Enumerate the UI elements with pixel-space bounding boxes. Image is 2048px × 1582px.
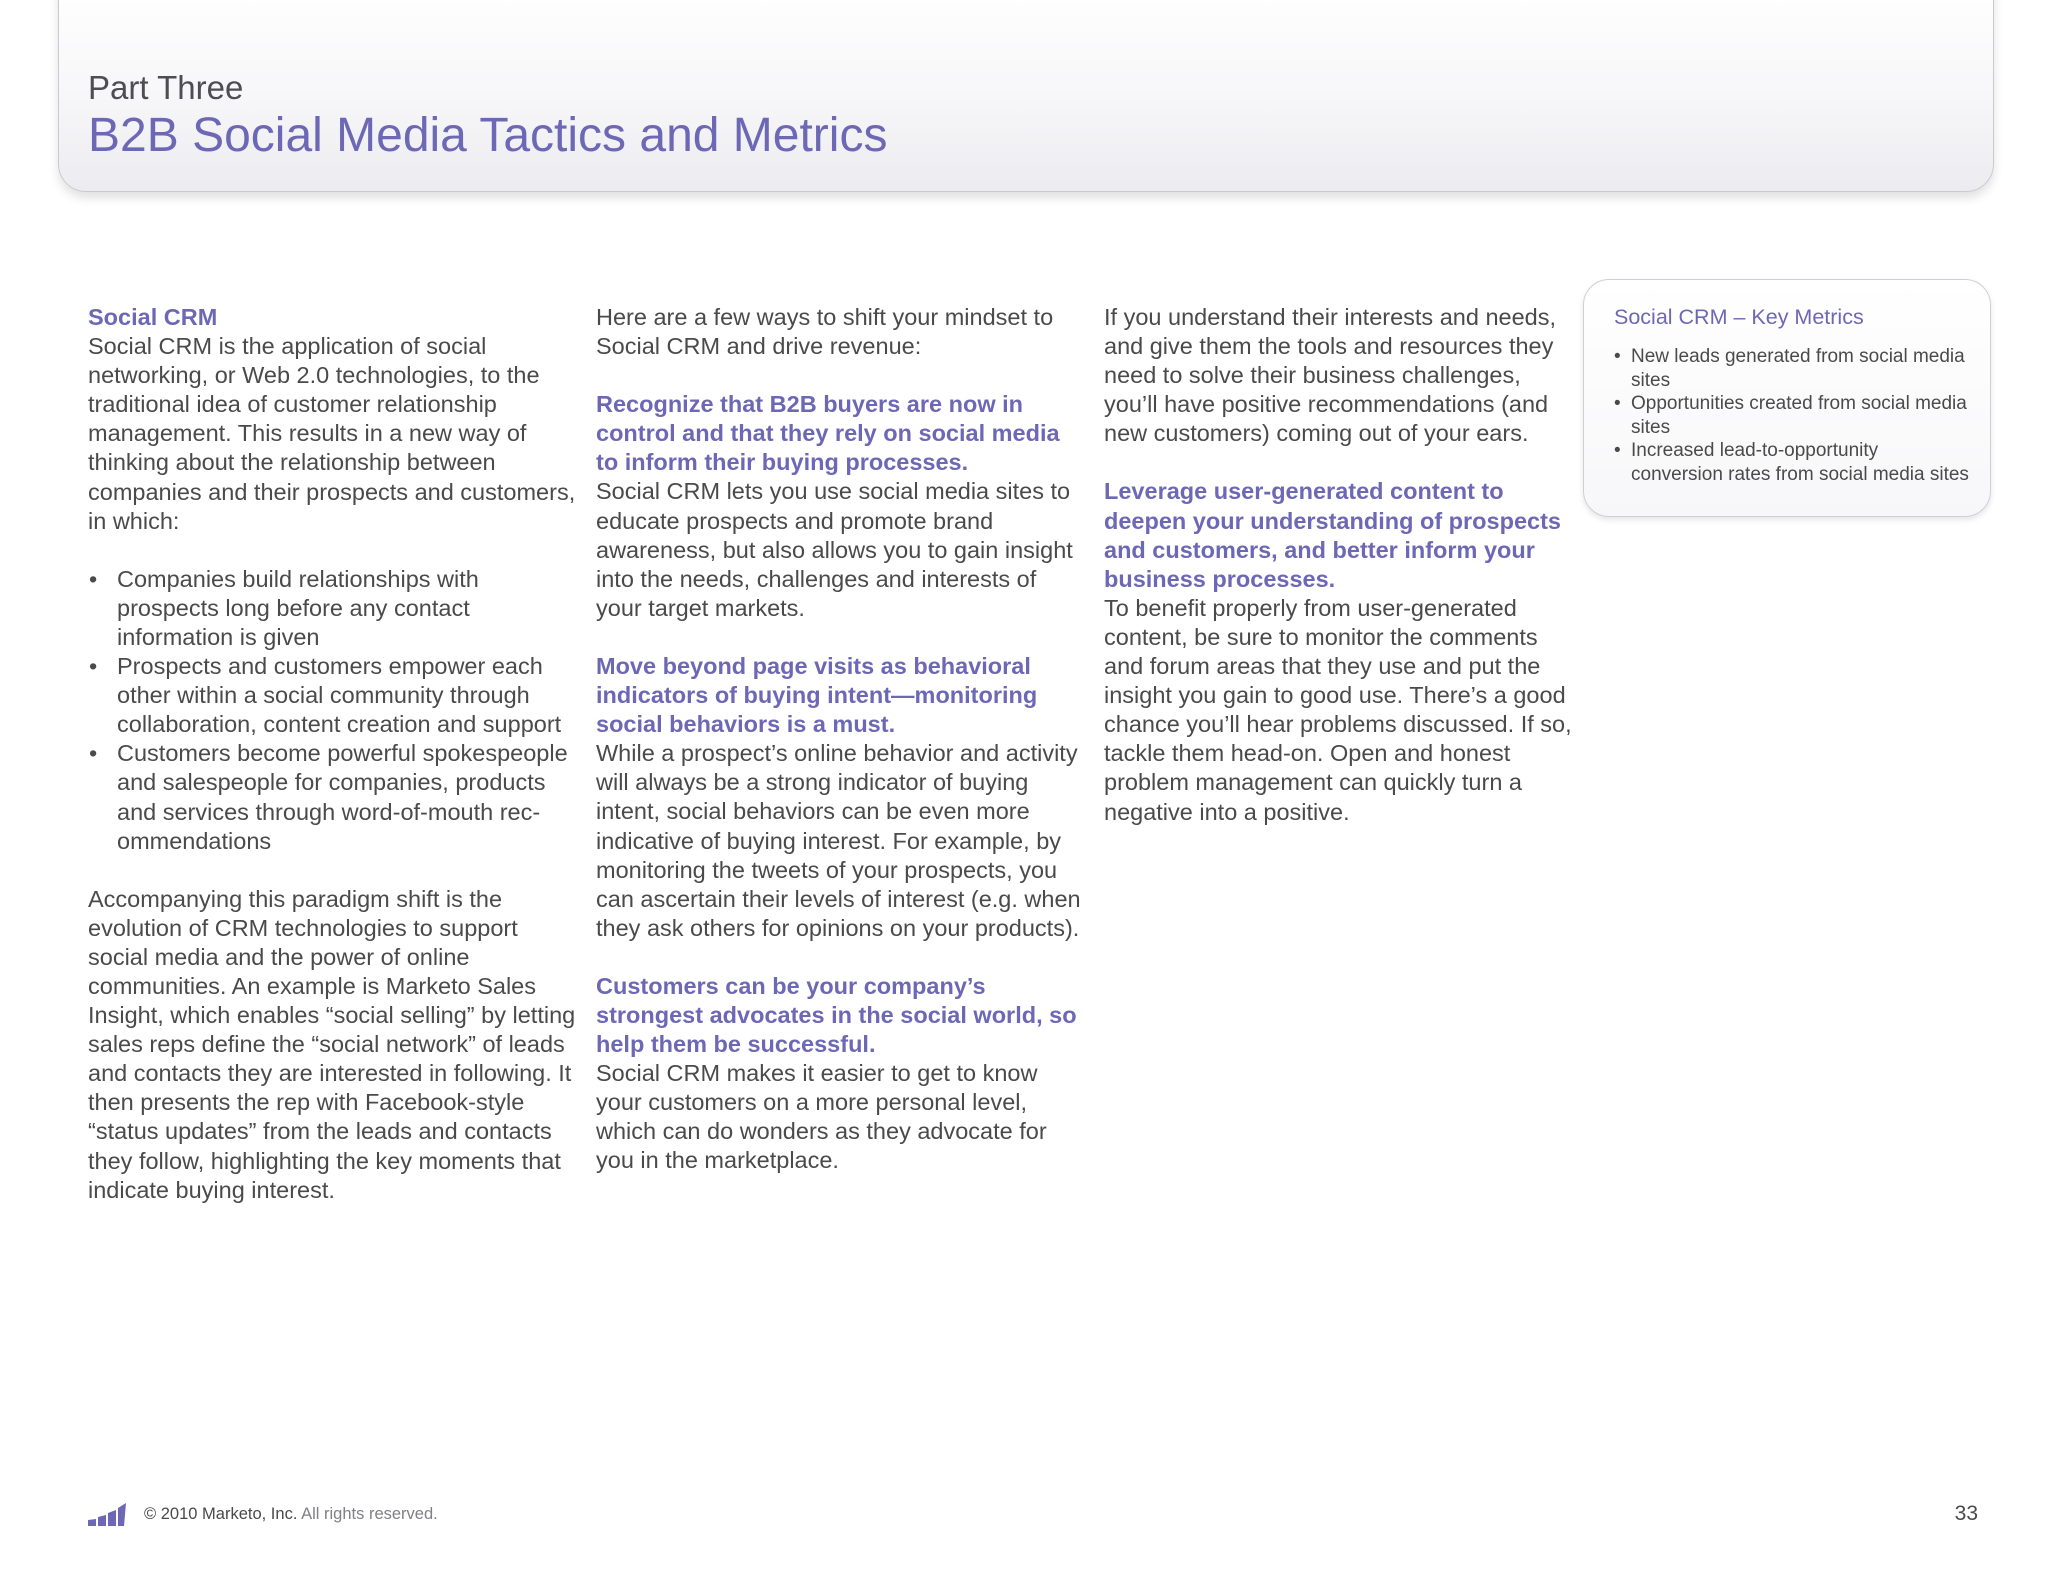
list-item: • Customers become powerful spokespeople and salespeople for companies, products and services through word-of-mouth rec-ommendations — [88, 739, 578, 855]
section-heading-buyers-in-control: Recognize that B2B buyers are now in control and that they rely on social media to inform their buying processes. — [596, 391, 1060, 476]
column-shift-mindset — [596, 303, 1086, 1205]
section-body-user-generated-content: To benefit properly from user-generated content, be sure to monitor the comments and forum areas that they use and put the insight you gain to good use. There’s a good chance you’ll hear problems discussed. If so, tackle them head-on. Open and honest problem management can quickly turn a negative into a positive. — [1104, 594, 1572, 825]
list-item: • New leads generated from social media sites — [1614, 345, 1970, 392]
list-item: • Opportunities created from social media sites — [1614, 392, 1970, 439]
page-title: B2B Social Media Tactics and Metrics — [88, 109, 888, 162]
key-metrics-list — [1614, 345, 1970, 486]
social-crm-intro: Social CRM is the application of social networking, or Web 2.0 technologies, to the traditional idea of customer relationship management. This results in a new way of thinking about the relationship between companies and their prospects and customers, in which: — [88, 333, 576, 534]
section-body-buyers-in-control: Social CRM lets you use social media sites to educate prospects and promote brand awareness, but also allows you to gain insight into the needs, challenges and interests of your target markets. — [596, 478, 1073, 621]
footer-copyright — [144, 1505, 438, 1524]
section-heading-social-behaviors: Move beyond page visits as behavioral indicators of buying intent—monitoring social behaviors is a must. — [596, 652, 1038, 738]
list-item: • Prospects and customers empower each other within a social community through collaboration, content creation and support — [88, 652, 578, 739]
page-number: 33 — [1954, 1502, 1978, 1525]
column-social-crm — [88, 303, 578, 1234]
marketo-bars-logo-icon — [88, 1501, 128, 1527]
list-item: • Increased lead-to-opportunity conversion rates from social media sites — [1614, 439, 1970, 486]
social-crm-bullet-list — [88, 565, 578, 856]
shift-mindset-intro: Here are a few ways to shift your mindset to Social CRM and drive revenue: — [596, 304, 1054, 360]
copyright-text: © 2010 Marketo, Inc. — [144, 1505, 298, 1523]
part-label: Part Three — [88, 69, 244, 106]
section-body-customer-advocates: Social CRM makes it easier to get to know your customers on a more personal level, which can do wonders as they advocate for you in the marketplace. — [596, 1060, 1047, 1174]
section-heading-user-generated-content: Leverage user-generated content to deepen your understanding of prospects and customers, and better inform your business processes. — [1104, 478, 1561, 592]
rights-text: All rights reserved. — [301, 1505, 438, 1523]
section-heading-customer-advocates: Customers can be your company’s strongest advocates in the social world, so help them be successful. — [596, 972, 1077, 1058]
column-user-generated-content — [1104, 303, 1574, 856]
interests-intro: If you understand their interests and needs, and give them the tools and resources they need to solve their business challenges, you’ll have positive recommendations (and new customers) coming out of your ears. — [1104, 304, 1557, 447]
section-heading-social-crm: Social CRM — [88, 304, 218, 330]
social-crm-closing: Accompanying this paradigm shift is the evolution of CRM technologies to support social media and the power of online communities. An example is Marketo Sales Insight, which enables “social selling” by letting sales reps define the “social network” of leads and contacts they are interested in following. It then presents the rep with Facebook-style “status updates” from the leads and contacts they follow, highlighting the key moments that indicate buying interest. — [88, 885, 576, 1203]
sidebar-title: Social CRM – Key Metrics — [1614, 305, 1864, 329]
list-item: • Companies build relationships with prospects long before any contact information is given — [88, 565, 578, 652]
key-metrics-sidebar — [1583, 279, 1991, 517]
section-body-social-behaviors: While a prospect’s online behavior and activity will always be a strong indicator of buying intent, social behaviors can be even more indicative of buying interest. For example, by monitoring the tweets of your prospects, you can ascertain their levels of interest (e.g. when they ask others for opinions on your products). — [596, 740, 1081, 941]
